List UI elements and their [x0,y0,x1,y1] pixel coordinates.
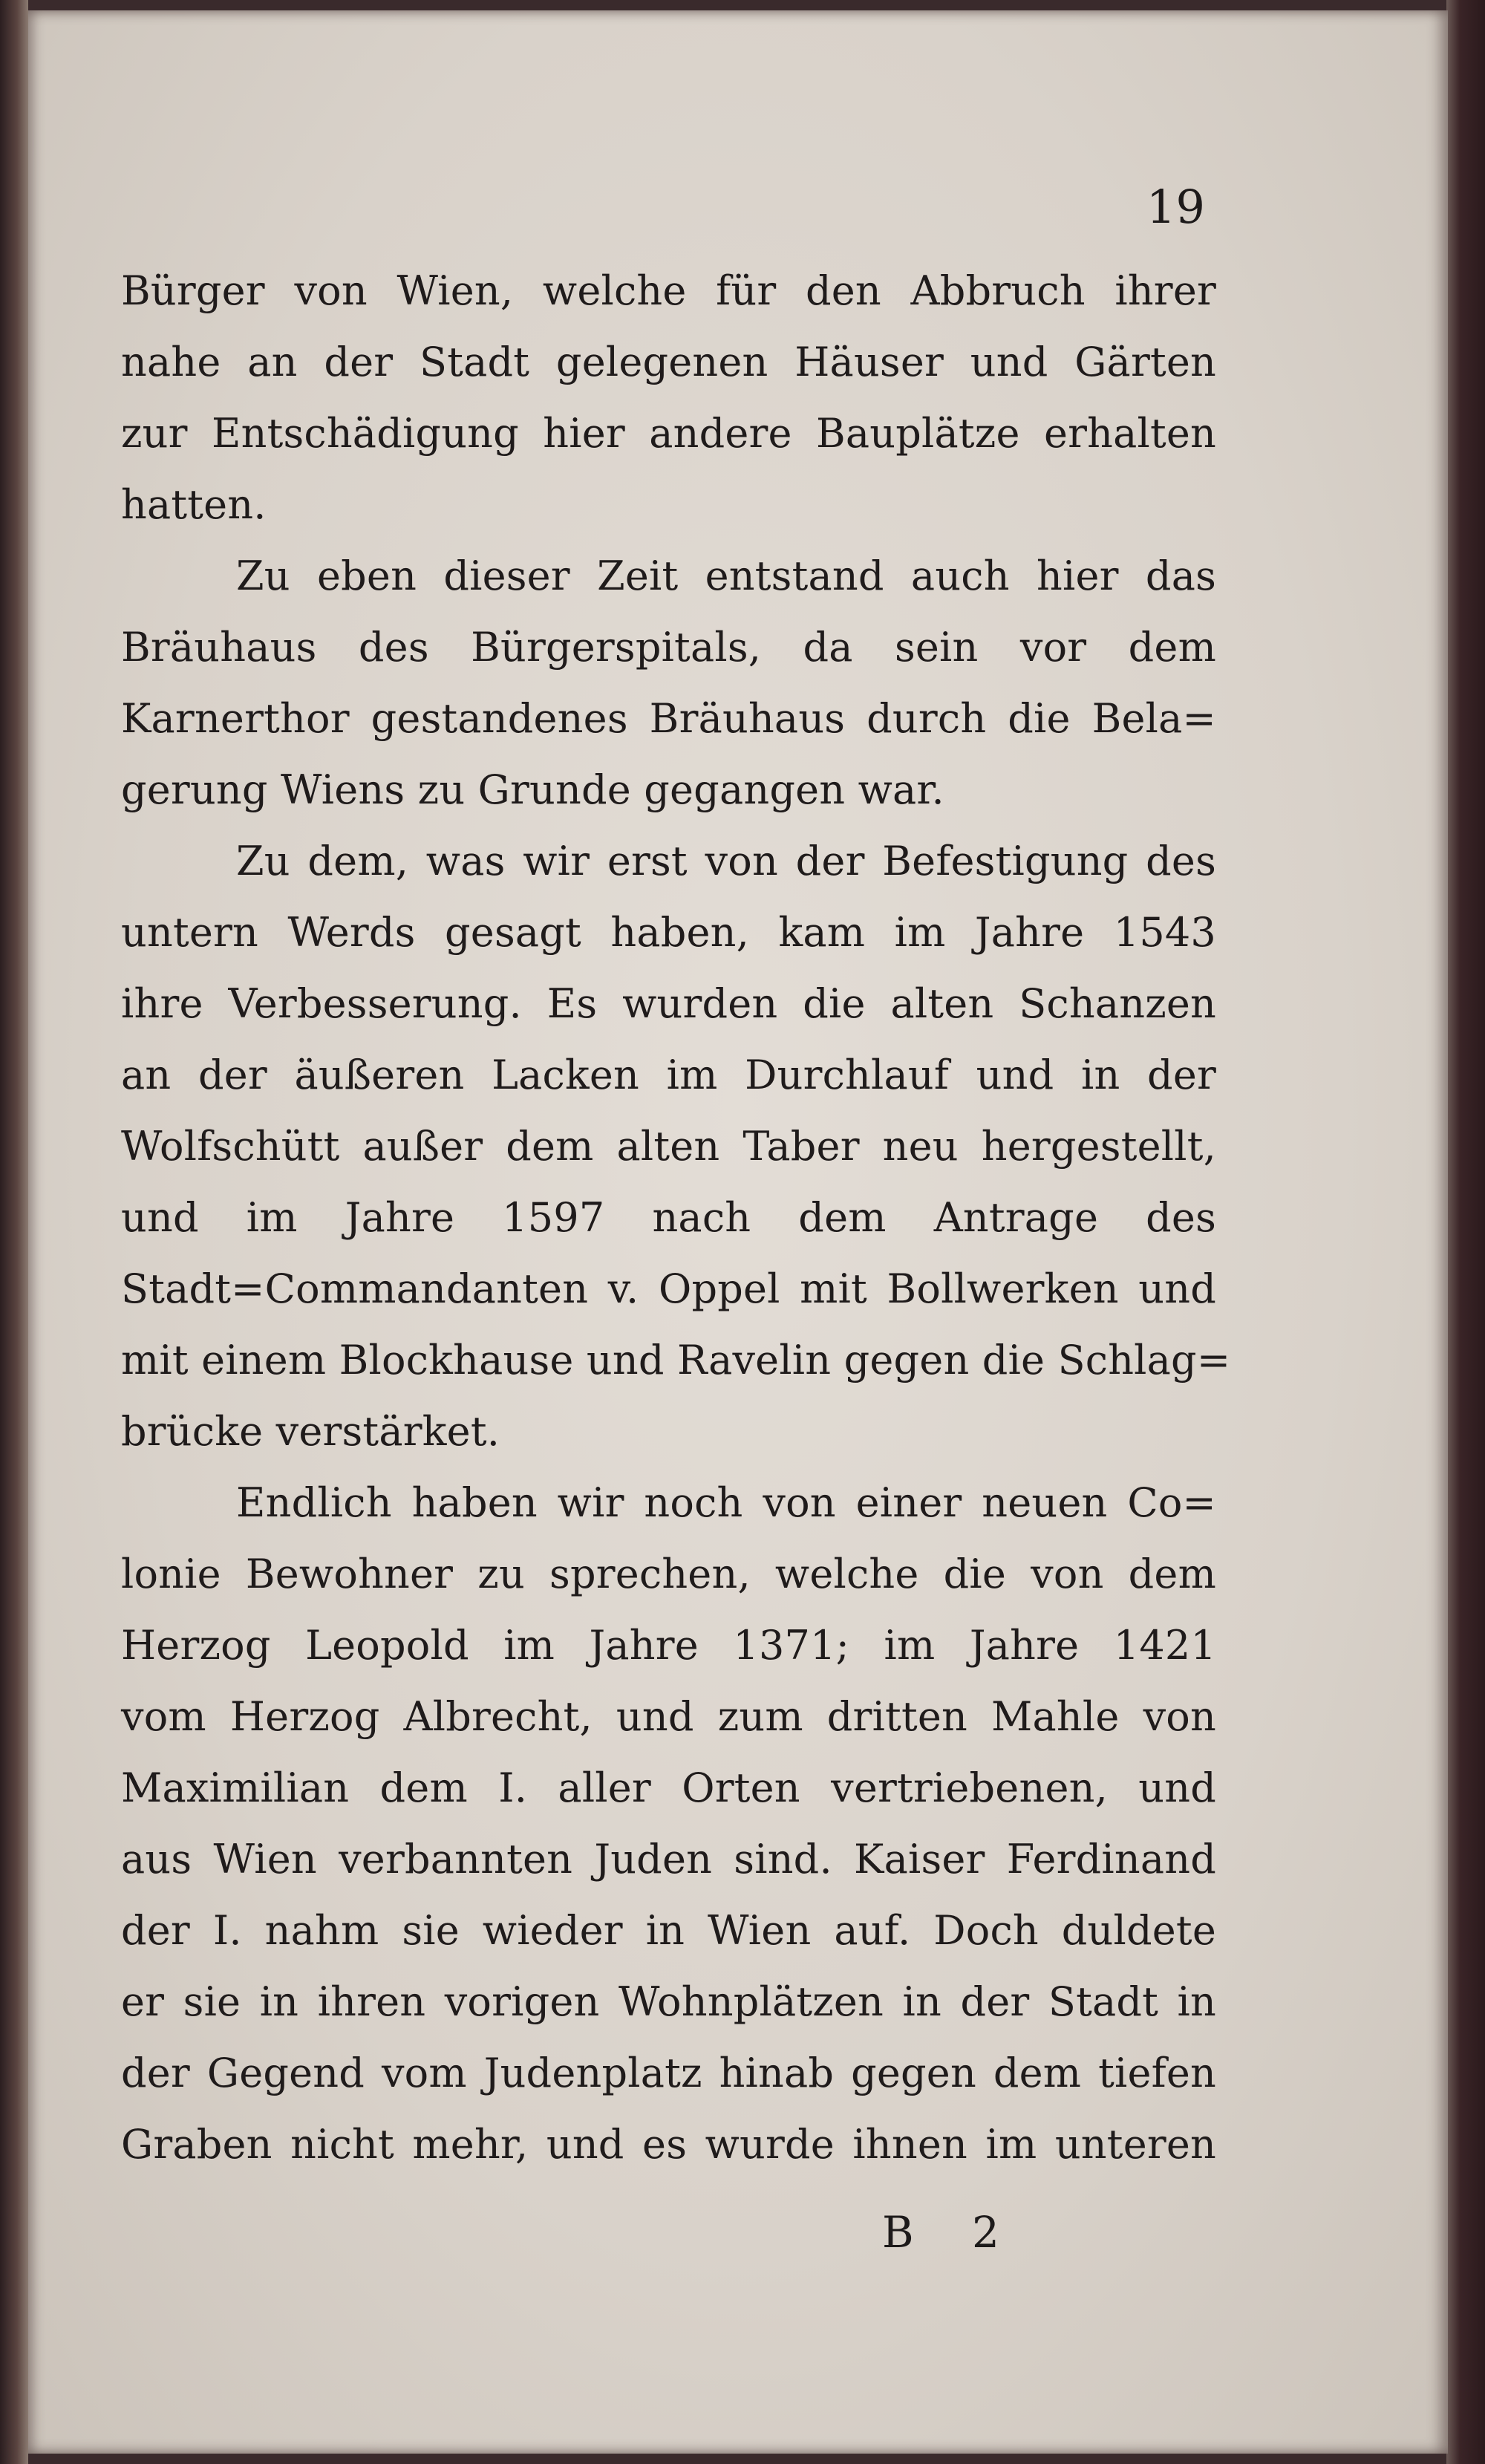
text-line: der Gegend vom Judenplatz hinab gegen dem tiefen [121,2050,1216,2096]
text-line: nahe an der Stadt gelegenen Häuser und Gärten [121,339,1216,385]
book-binding-right [1446,0,1485,2464]
text-line: Graben nicht mehr, und es wurde ihnen im unteren [121,2121,1216,2168]
text-line: Stadt=Commandanten v. Oppel mit Bollwerken und [121,1265,1216,1312]
body-text [121,255,1231,2180]
text-line: ihre Verbesserung. Es wurden die alten Schanzen [121,980,1216,1027]
text-line: hatten. [121,481,267,528]
text-line: gerung Wiens zu Grunde gegangen war. [121,766,944,813]
text-line: untern Werds gesagt haben, kam im Jahre 1543 [121,909,1216,956]
text-line: Zu dem, was wir erst von der Befestigung des [236,838,1216,884]
book-binding-left [0,0,28,2464]
page-number: 19 [1146,180,1205,234]
text-line: der I. nahm sie wieder in Wien auf. Doch duldete [121,1907,1216,1954]
text-line: zur Entschädigung hier andere Bauplätze erhalten [121,410,1216,457]
text-line: Bräuhaus des Bürgerspitals, da sein vor dem [121,624,1216,671]
signature-mark: B 2 [882,2207,1022,2258]
text-line: er sie in ihren vorigen Wohnplätzen in der Stadt in [121,1978,1216,2025]
text-line: mit einem Blockhause und Ravelin gegen die Schlag= [121,1337,1231,1383]
text-line: Zu eben dieser Zeit entstand auch hier das [236,553,1216,599]
text-line: vom Herzog Albrecht, und zum dritten Mahle von [121,1693,1216,1740]
text-line: Maximilian dem I. aller Orten vertriebenen, und [121,1764,1216,1811]
text-line: lonie Bewohner zu sprechen, welche die von dem [121,1551,1216,1597]
book-page [28,10,1448,2454]
text-line: an der äußeren Lacken im Durchlauf und in der [121,1052,1216,1098]
text-line: Herzog Leopold im Jahre 1371; im Jahre 1421 [121,1622,1216,1669]
text-line: Endlich haben wir noch von einer neuen Co= [236,1479,1216,1526]
text-line: Wolfschütt außer dem alten Taber neu hergestellt, [121,1123,1216,1170]
text-line: Bürger von Wien, welche für den Abbruch ihrer [121,267,1216,314]
text-line: Karnerthor gestandenes Bräuhaus durch die Bela= [121,695,1216,742]
text-line: aus Wien verbannten Juden sind. Kaiser Ferdinand [121,1836,1216,1883]
text-line: brücke verstärket. [121,1408,500,1455]
text-line: und im Jahre 1597 nach dem Antrage des [121,1194,1216,1241]
